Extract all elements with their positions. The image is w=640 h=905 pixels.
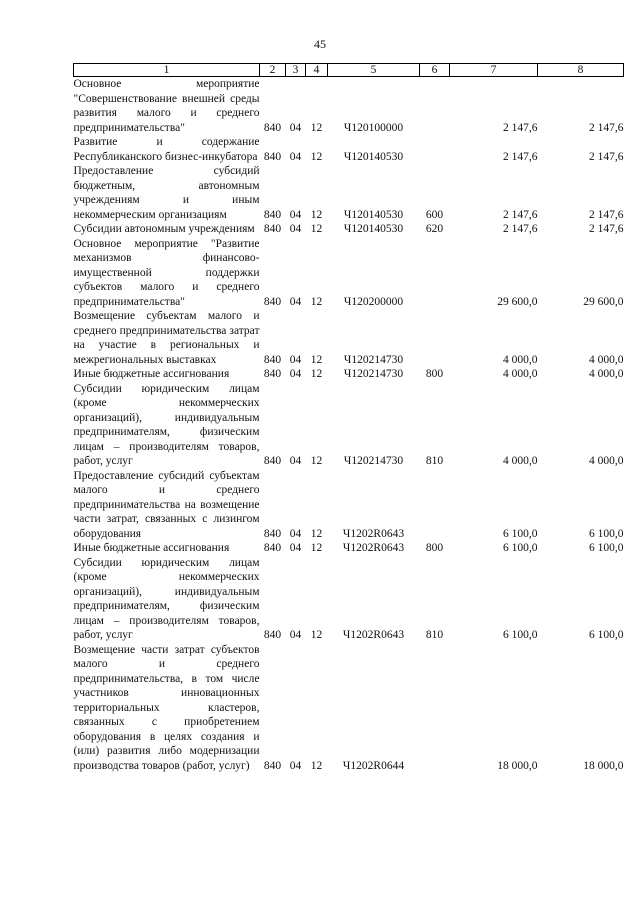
row-amount-2: 6 100,0 [589,629,624,641]
row-target-article: Ч120200000 [343,295,404,308]
row-section: 04 [289,629,302,641]
row-amount-1: 6 100,0 [503,527,538,540]
row-amount-1: 29 600,0 [497,295,538,308]
table-row [74,222,624,237]
row-amount-2: 2 147,6 [589,223,624,235]
row-target-article: Ч1202R0643 [342,629,405,641]
row-expense-type: 600 [425,208,444,221]
row-expense-type [420,135,450,164]
row-subsection: 12 [310,150,323,163]
row-amount-1: 6 100,0 [503,629,538,641]
row-admin-code: 840 [263,368,282,380]
table-row [74,556,624,643]
row-subsection: 12 [310,208,323,221]
row-admin-code: 840 [263,295,282,308]
row-subsection: 12 [310,455,323,467]
row-amount-1: 6 100,0 [503,542,538,554]
row-name: Предоставление субсидий субъектам малого и среднего предпринимательства на возмещение части затрат, связанных с лизингом оборудования [73,469,260,540]
col-header-2: 2 [260,64,286,77]
row-amount-2: 2 147,6 [589,121,624,134]
row-amount-2: 18 000,0 [583,759,624,772]
row-expense-type: 810 [425,455,444,467]
row-subsection: 12 [310,223,323,235]
row-amount-1: 18 000,0 [497,759,538,772]
row-target-article: Ч120214730 [343,353,404,366]
table-row [74,541,624,556]
row-name: Основное мероприятие "Развитие механизмов финансово-имущественной поддержки субъектов малого и среднего предпринимательства" [73,237,260,308]
row-amount-1: 4 000,0 [503,455,538,467]
row-amount-1: 2 147,6 [503,223,538,235]
row-amount-1: 4 000,0 [503,353,538,366]
row-expense-type [420,237,450,310]
row-section: 04 [289,223,302,235]
row-name: Возмещение субъектам малого и среднего предпринимательства затрат на участие в региональных и межрегиональных выставках [73,310,260,366]
row-amount-2: 29 600,0 [583,295,624,308]
row-target-article: Ч120214730 [343,368,404,380]
row-section: 04 [289,208,302,221]
row-section: 04 [289,527,302,540]
table-row [74,135,624,164]
col-header-7: 7 [450,64,538,77]
row-subsection: 12 [310,527,323,540]
row-amount-2: 6 100,0 [589,542,624,554]
row-admin-code: 840 [263,759,282,772]
table-row [74,469,624,542]
row-amount-2: 4 000,0 [589,455,624,467]
row-amount-2: 2 147,6 [589,208,624,221]
row-amount-2: 2 147,6 [589,150,624,163]
col-header-4: 4 [306,64,328,77]
row-target-article: Ч120214730 [343,455,404,467]
row-expense-type [420,469,450,542]
row-amount-2: 6 100,0 [589,527,624,540]
col-header-6: 6 [420,64,450,77]
row-admin-code: 840 [263,527,282,540]
row-expense-type: 800 [425,368,444,380]
row-target-article: Ч120140530 [343,208,404,221]
row-admin-code: 840 [263,629,282,641]
row-subsection: 12 [310,759,323,772]
col-header-3: 3 [286,64,306,77]
row-section: 04 [289,368,302,380]
row-subsection: 12 [310,295,323,308]
row-section: 04 [289,353,302,366]
row-target-article: Ч1202R0644 [342,759,405,772]
row-target-article: Ч120140530 [343,223,404,235]
table-row [74,643,624,774]
row-section: 04 [289,121,302,134]
row-section: 04 [289,150,302,163]
row-admin-code: 840 [263,542,282,554]
table-row [74,164,624,222]
row-expense-type [420,77,450,136]
row-name: Субсидии юридическим лицам (кроме некоммерческих организаций), индивидуальным предпринимателям, физическим лицам – производителям товаров, работ, услуг [73,382,260,467]
table-row [74,367,624,382]
row-expense-type [420,309,450,367]
row-amount-1: 2 147,6 [503,208,538,221]
budget-table [73,63,624,773]
row-name: Иные бюджетные ассигнования [73,542,230,554]
table-body [74,77,624,774]
table-row [74,237,624,310]
row-subsection: 12 [310,542,323,554]
row-subsection: 12 [310,121,323,134]
row-amount-2: 4 000,0 [589,353,624,366]
row-name: Субсидии юридическим лицам (кроме некоммерческих организаций), индивидуальным предпринимателям, физическим лицам – производителям товаров, работ, услуг [73,556,260,641]
row-subsection: 12 [310,353,323,366]
row-section: 04 [289,759,302,772]
row-amount-1: 2 147,6 [503,121,538,134]
row-target-article: Ч120100000 [343,121,404,134]
row-target-article: Ч1202R0643 [342,542,405,554]
row-name: Возмещение части затрат субъектов малого и среднего предпринимательства, в том числе участников инновационных территориальных кластеров, связанных с приобретением оборудования в целях создания и (или) развития либо модернизации производства товаров (работ, услуг) [73,643,260,772]
row-admin-code: 840 [263,353,282,366]
row-name: Развитие и содержание Республиканского бизнес-инкубатора [73,136,260,163]
row-admin-code: 840 [263,455,282,467]
page-number: 45 [314,37,326,51]
row-amount-2: 4 000,0 [589,368,624,380]
row-amount-1: 2 147,6 [503,150,538,163]
col-header-1: 1 [74,64,260,77]
row-subsection: 12 [310,629,323,641]
table-row [74,309,624,367]
row-name: Иные бюджетные ассигнования [73,368,230,380]
row-target-article: Ч120140530 [343,150,404,163]
row-target-article: Ч1202R0643 [342,527,405,540]
row-expense-type: 810 [425,629,444,641]
header-row [74,64,624,77]
row-subsection: 12 [310,368,323,380]
row-expense-type: 800 [425,542,444,554]
table-row [74,382,624,469]
row-name: Предоставление субсидий бюджетным, автономным учреждениям и иным некоммерческим организациям [73,165,260,221]
row-expense-type: 620 [425,223,444,235]
row-name: Основное мероприятие "Совершенствование внешней среды развития малого и среднего предпринимательства" [73,78,260,134]
table-header [74,64,624,77]
row-name: Субсидии автономным учреждениям [73,223,255,235]
row-section: 04 [289,455,302,467]
col-header-5: 5 [328,64,420,77]
row-amount-1: 4 000,0 [503,368,538,380]
row-admin-code: 840 [263,150,282,163]
row-section: 04 [289,542,302,554]
table-row [74,77,624,136]
row-expense-type [420,643,450,774]
row-admin-code: 840 [263,208,282,221]
row-admin-code: 840 [263,223,282,235]
col-header-8: 8 [538,64,624,77]
row-admin-code: 840 [263,121,282,134]
row-section: 04 [289,295,302,308]
